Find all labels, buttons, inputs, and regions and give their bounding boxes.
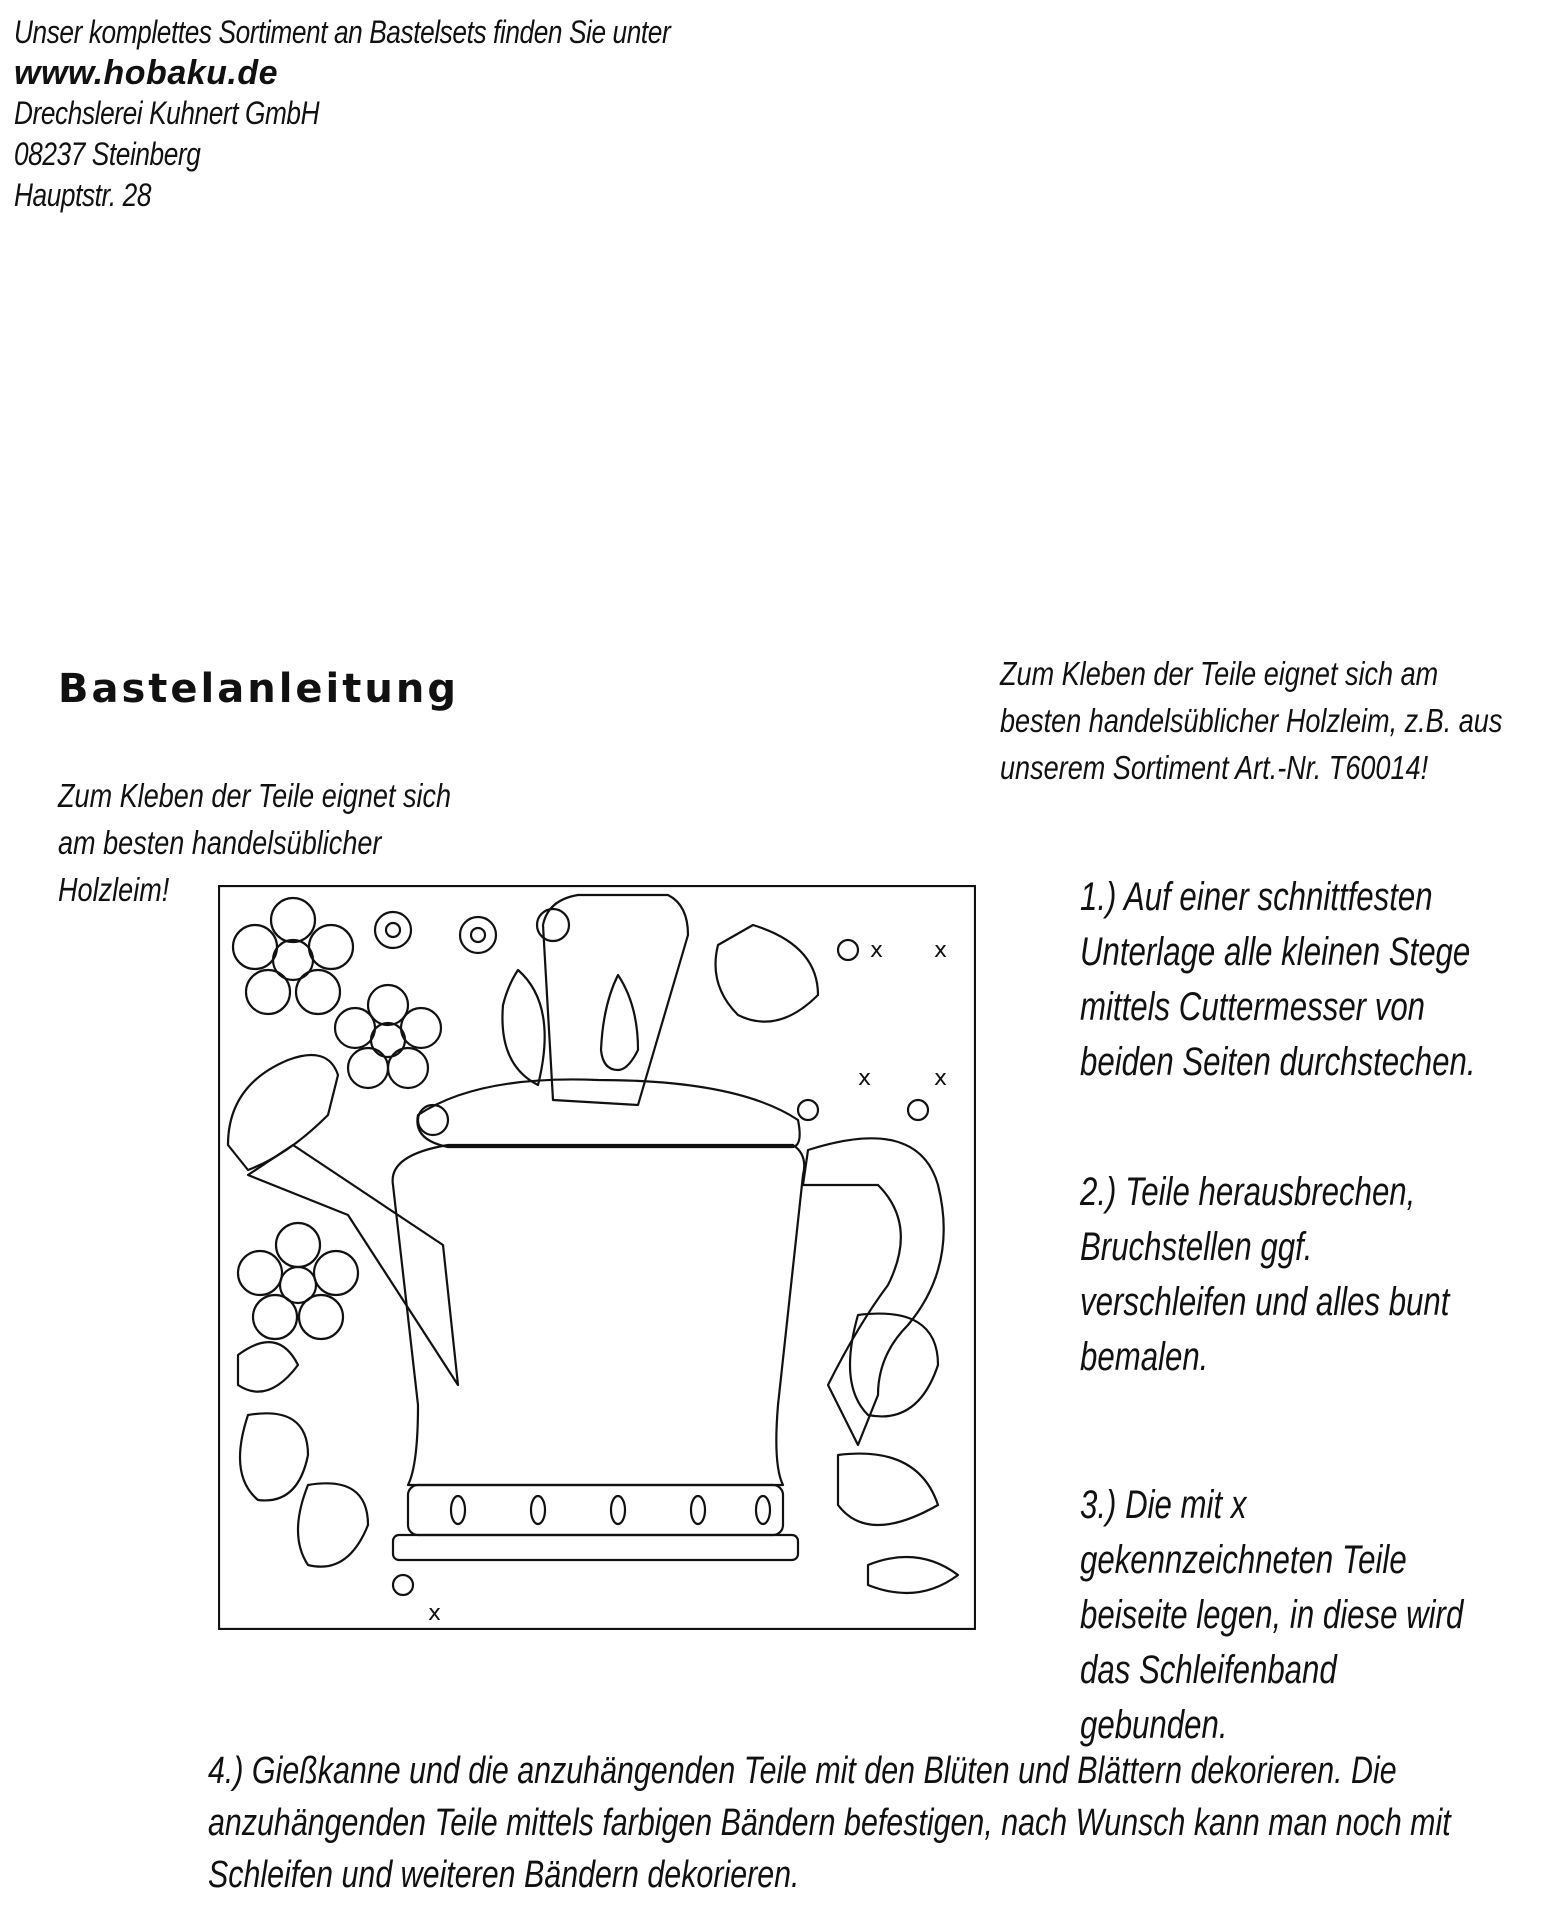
- small-flower-center: [386, 923, 400, 937]
- can-rim: [417, 1079, 799, 1147]
- watering-can-pattern: [218, 885, 976, 1630]
- tulip-right: [850, 1314, 938, 1417]
- leaf-bottom-right: [868, 1557, 958, 1593]
- tulip-bottom-mid: [298, 1483, 368, 1566]
- band-dot: [756, 1496, 770, 1524]
- tulip-top-right: [716, 925, 819, 1022]
- mark-x: x: [428, 1601, 442, 1626]
- flower-top-left: [233, 898, 353, 1014]
- can-handle-top: [543, 895, 688, 1105]
- can-spout-head: [228, 1055, 338, 1170]
- mark-x: x: [934, 938, 948, 963]
- pattern-border: [219, 886, 975, 1629]
- company-city: 08237 Steinberg: [14, 136, 201, 172]
- header-intro: Unser komplettes Sortiment an Bastelsets finden Sie unter: [14, 14, 671, 50]
- leaf: [502, 970, 544, 1085]
- hanging-part-ring: [393, 1575, 413, 1595]
- can-window: [601, 975, 638, 1070]
- tulip-bottom-left: [240, 1413, 308, 1500]
- leaf-left: [238, 1342, 298, 1392]
- step-2: 2.) Teile herausbrechen, Bruchstellen ggf. verschleifen und alles bunt bemalen.: [1080, 1170, 1450, 1379]
- band-dot: [451, 1496, 465, 1524]
- website-link[interactable]: www.hobaku.de: [14, 54, 279, 92]
- step-3: 3.) Die mit x gekennzeichneten Teile beiseite legen, in diese wird das Schleifenband gebunden.: [1080, 1483, 1464, 1747]
- small-flower: [375, 912, 411, 948]
- flower-middle: [335, 985, 441, 1088]
- band-dot: [691, 1496, 705, 1524]
- can-body: [393, 1145, 805, 1485]
- step-1: 1.) Auf einer schnittfesten Unterlage alle kleinen Stege mittels Cuttermesser von beiden Seiten durchstechen.: [1080, 875, 1476, 1084]
- flower-left: [238, 1223, 358, 1339]
- band-dot: [531, 1496, 545, 1524]
- company-name: Drechslerei Kuhnert GmbH: [14, 95, 320, 131]
- hanging-part-ring: [838, 940, 858, 960]
- mark-x: x: [858, 1066, 872, 1091]
- glue-note-right: Zum Kleben der Teile eignet sich am besten handelsüblicher Holzleim, z.B. aus unserem Sortiment Art.-Nr. T60014!: [1000, 655, 1503, 786]
- small-flower-center: [471, 928, 485, 942]
- hanging-part-ring: [798, 1100, 818, 1120]
- small-flower: [537, 909, 569, 941]
- can-base: [393, 1535, 798, 1560]
- mark-x: x: [934, 1066, 948, 1091]
- glue-note-left: Zum Kleben der Teile eignet sich am besten handelsüblicher Holzleim!: [58, 777, 452, 908]
- small-flower: [418, 1105, 448, 1135]
- mark-x: x: [870, 938, 884, 963]
- band-dot: [611, 1496, 625, 1524]
- small-flower: [460, 917, 496, 953]
- pattern-drawing: [218, 885, 976, 1630]
- company-street: Hauptstr. 28: [14, 177, 152, 213]
- page-title: Bastelanleitung: [58, 666, 459, 712]
- leaf-right: [838, 1454, 938, 1525]
- hanging-part-ring: [908, 1100, 928, 1120]
- header: [14, 12, 814, 216]
- step-4: 4.) Gießkanne und die anzuhängenden Teile mit den Blüten und Blättern dekorieren. Die anzuhängenden Teile mittels farbigen Bändern befestigen, nach Wunsch kann man noch mit Schleifen und weiteren Bändern dekorieren.: [208, 1750, 1451, 1896]
- can-handle-side: [803, 1138, 944, 1445]
